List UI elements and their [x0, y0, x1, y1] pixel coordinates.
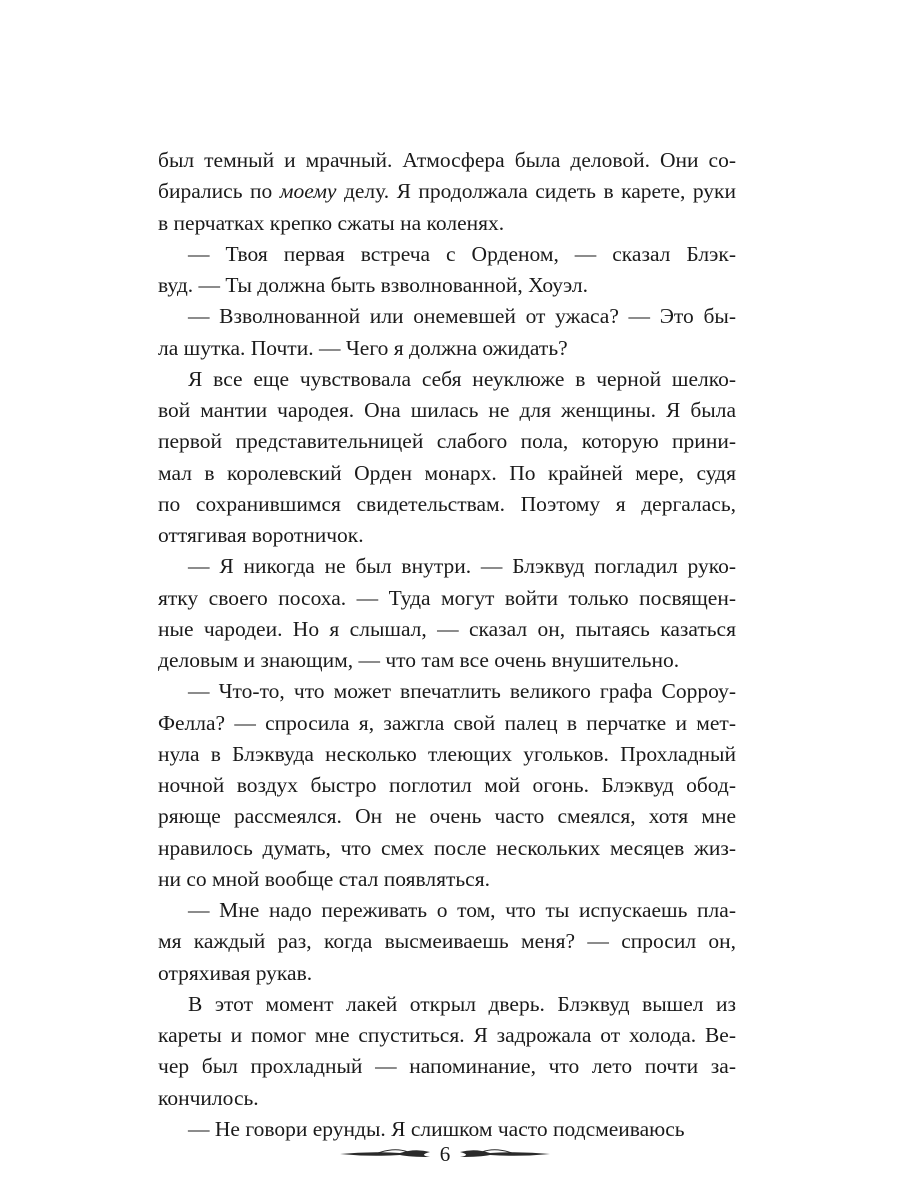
text-line	[158, 676, 736, 707]
text-line	[158, 208, 736, 239]
text-segment: кончилось.	[158, 1085, 259, 1110]
text-segment: нула в Блэквуда несколько тлеющих угольков. Прохладный	[158, 741, 736, 766]
text-line	[158, 1051, 736, 1082]
text-line	[158, 801, 736, 832]
text-line	[158, 458, 736, 489]
text-line	[158, 989, 736, 1020]
right-flourish-ornament	[458, 1143, 550, 1163]
text-segment: был темный и мрачный. Атмосфера была деловой. Они со-	[158, 148, 736, 172]
page-number: 6	[439, 1142, 451, 1166]
text-line	[158, 864, 736, 895]
text-line	[158, 551, 736, 582]
text-line	[158, 145, 736, 176]
text-segment: вуд. — Ты должна быть взволнованной, Хоуэл.	[158, 273, 588, 297]
text-line	[158, 395, 736, 426]
italic-emphasis: моему	[279, 179, 337, 204]
text-segment: ла шутка. Почти. — Чего я должна ожидать?	[158, 335, 568, 360]
text-segment: — Взволнованной или онемевшей от ужаса? — Это бы-	[188, 304, 736, 329]
text-line	[158, 239, 736, 270]
text-segment: ни со мной вообще стал появляться.	[158, 866, 490, 891]
text-line	[158, 364, 736, 395]
text-line	[158, 301, 736, 332]
text-segment: делу. Я продолжала сидеть в карете, руки	[336, 179, 736, 204]
text-line	[158, 270, 736, 301]
text-segment: по сохранившимся свидетельствам. Поэтому я дергалась,	[158, 491, 736, 516]
text-segment: первой представительницей слабого пола, которую прини-	[158, 429, 736, 454]
text-line	[158, 489, 736, 520]
text-line	[158, 1083, 736, 1114]
text-line	[158, 958, 736, 989]
text-line	[158, 614, 736, 645]
text-segment: мя каждый раз, когда высмеиваешь меня? — спросил он,	[158, 929, 736, 954]
text-line	[158, 1020, 736, 1051]
text-segment: отряхивая рукав.	[158, 960, 313, 985]
text-line	[158, 895, 736, 926]
text-line	[158, 333, 736, 364]
text-segment: ятку своего посоха. — Туда могут войти только посвящен-	[158, 585, 736, 610]
text-line	[158, 926, 736, 957]
text-line	[158, 426, 736, 457]
text-segment: ряюще рассмеялся. Он не очень часто смеялся, хотя мне	[158, 804, 736, 829]
text-segment: Я все еще чувствовала себя неуклюже в черной шелко-	[188, 366, 736, 391]
text-segment: Фелла? — спросила я, зажгла свой палец в перчатке и мет-	[158, 710, 736, 735]
text-segment: — Что-то, что может впечатлить великого графа Сорроу-	[188, 679, 736, 704]
text-line	[158, 520, 736, 551]
text-line	[158, 739, 736, 770]
text-segment: — Мне надо переживать о том, что ты испускаешь пла-	[188, 898, 736, 922]
text-segment: ные чародеи. Но я слышал, — сказал он, пытаясь казаться	[158, 616, 736, 641]
text-segment: В этот момент лакей открыл дверь. Блэквуд вышел из	[188, 991, 736, 1016]
text-segment: вой мантии чародея. Она шилась не для женщины. Я была	[158, 398, 736, 422]
text-line	[158, 708, 736, 739]
body-text	[158, 145, 736, 1145]
text-line	[158, 770, 736, 801]
text-segment: оттягивая воротничок.	[158, 523, 364, 547]
text-segment: — Твоя первая встреча с Орденом, — сказал Блэк-	[188, 241, 736, 266]
text-line	[158, 583, 736, 614]
text-segment: кареты и помог мне спуститься. Я задрожала от холода. Ве-	[158, 1023, 736, 1047]
text-segment: нравилось думать, что смех после нескольких месяцев жиз-	[158, 835, 736, 860]
text-line	[158, 645, 736, 676]
text-segment: чер был прохладный — напоминание, что лето почти за-	[158, 1054, 736, 1079]
text-segment: деловым и знающим, — что там все очень внушительно.	[158, 648, 680, 672]
text-line	[158, 176, 736, 207]
text-segment: мал в королевский Орден монарх. По крайней мере, судя	[158, 460, 736, 485]
text-segment: — Не говори ерунды. Я слишком часто подсмеиваюсь	[188, 1116, 685, 1141]
left-flourish-ornament	[340, 1143, 432, 1163]
text-line	[158, 833, 736, 864]
text-segment: — Я никогда не был внутри. — Блэквуд погладил руко-	[188, 554, 736, 579]
text-segment: в перчатках крепко сжаты на коленях.	[158, 210, 505, 235]
text-segment: ночной воздух быстро поглотил мой огонь. Блэквуд обод-	[158, 773, 736, 797]
page-footer	[0, 1140, 900, 1170]
text-segment: бирались по	[158, 179, 280, 204]
